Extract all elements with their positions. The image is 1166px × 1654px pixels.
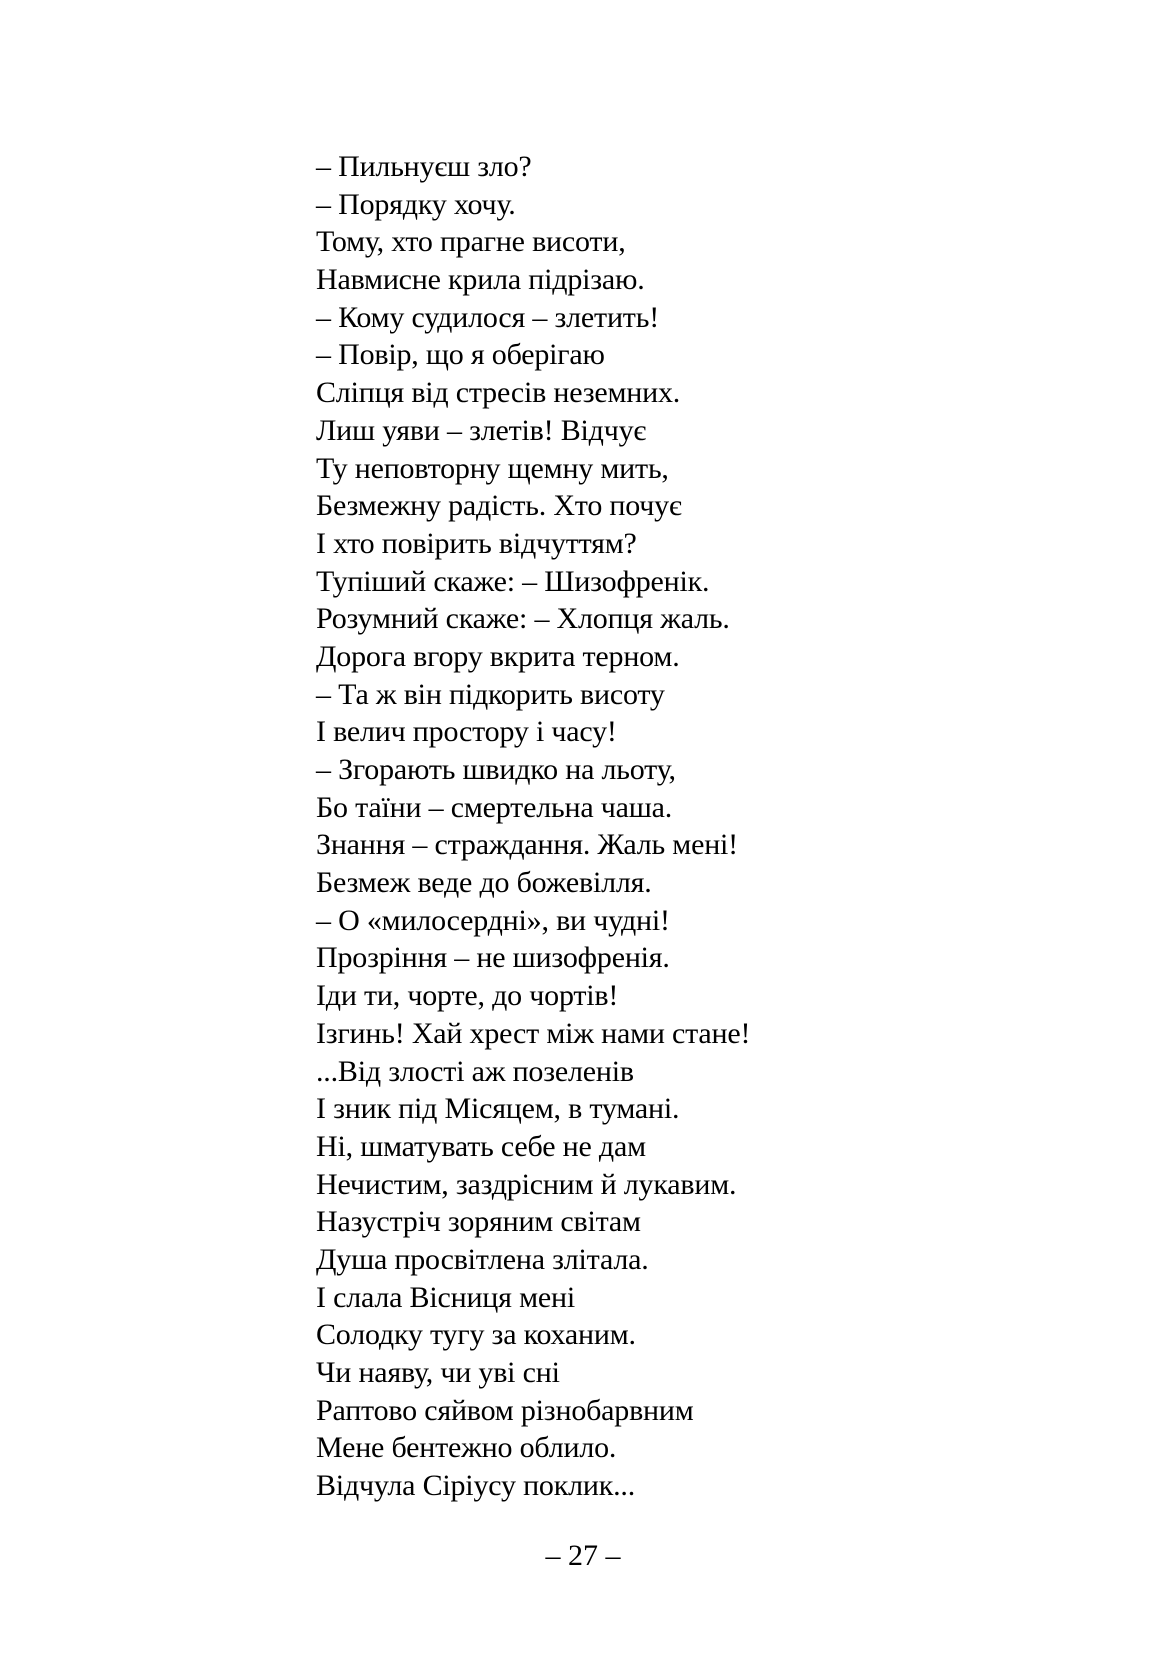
page-number: – 27 – — [545, 1539, 621, 1572]
poem-line: Іди ти, чорте, до чортів! — [316, 979, 619, 1013]
poem-line: Сліпця від стресів неземних. — [316, 376, 681, 410]
poem-line: Бо таїни – смертельна чаша. — [316, 790, 673, 824]
poem-line: Відчула Сіріусу поклик... — [316, 1469, 635, 1503]
poem-line: І зник під Місяцем, в тумані. — [316, 1092, 680, 1126]
poem-line: Тому, хто прагне висоти, — [316, 225, 626, 259]
poem-line: Ізгинь! Хай хрест між нами стане! — [316, 1016, 751, 1050]
poem-line: Розумний скаже: – Хлопця жаль. — [316, 602, 730, 636]
poem-line: – Повір, що я оберігаю — [316, 338, 605, 372]
poem-line: Навмисне крила підрізаю. — [316, 263, 645, 297]
poem-line: – Та ж він підкорить висоту — [316, 677, 665, 711]
poem-line: Мене бентежно облило. — [316, 1431, 617, 1465]
poem-text — [316, 148, 916, 1505]
poem-line: Безмеж веде до божевілля. — [316, 866, 652, 900]
poem-line: Нечистим, заздрісним й лукавим. — [316, 1167, 737, 1201]
poem-line: Ні, шматувать себе не дам — [316, 1129, 646, 1163]
poem-line: – Порядку хочу. — [316, 187, 516, 221]
poem-line: Тупіший скаже: – Шизофренік. — [316, 564, 710, 598]
poem-line: І слала Вісниця мені — [316, 1280, 575, 1314]
poem-line: Прозріння – не шизофренія. — [316, 941, 670, 975]
poem-line: Раптово сяйвом різнобарвним — [316, 1393, 694, 1427]
poem-line: – Пильнуєш зло? — [316, 150, 532, 183]
poem-line: Назустріч зоряним світам — [316, 1205, 641, 1239]
poem-line: Безмежну радість. Хто почує — [316, 489, 682, 523]
poem-line: Ту неповторну щемну мить, — [316, 451, 669, 485]
poem-line: Дорога вгору вкрита терном. — [316, 639, 680, 673]
poem-line: Лиш уяви – злетів! Відчує — [316, 413, 647, 447]
poem-line: ...Від злості аж позеленів — [316, 1054, 634, 1088]
poem-line: І велич простору і часу! — [316, 715, 617, 749]
poem-line: Знання – страждання. Жаль мені! — [316, 828, 738, 862]
poem-line: Солодку тугу за коханим. — [316, 1318, 636, 1352]
poem-line: – Згорають швидко на льоту, — [316, 753, 676, 786]
poem-line: – О «милосердні», ви чудні! — [316, 903, 670, 937]
poem-line: Чи наяву, чи уві сні — [316, 1356, 560, 1389]
poem-line: Душа просвітлена злітала. — [316, 1242, 649, 1276]
poem-line: І хто повірить відчуттям? — [316, 526, 637, 560]
poem-line: – Кому судилося – злетить! — [316, 300, 659, 334]
